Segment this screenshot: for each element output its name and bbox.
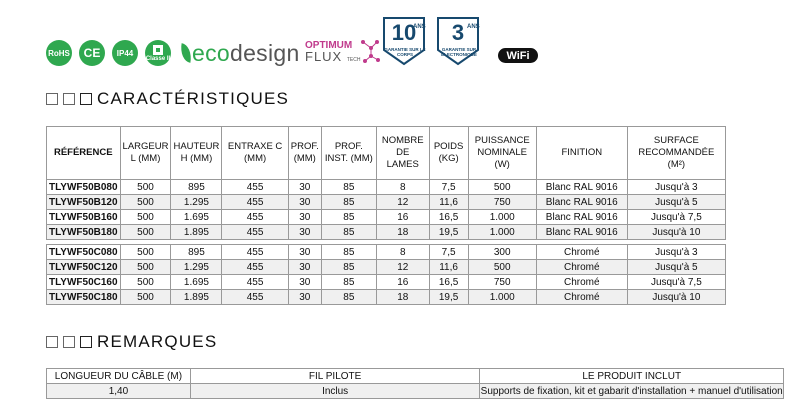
- table-cell: 455: [222, 180, 288, 195]
- table-row: [47, 195, 726, 210]
- column-header: PROF. INST. (MM): [321, 127, 376, 180]
- table-cell: 300: [468, 245, 536, 260]
- reference-cell: TLYWF50B080: [47, 180, 121, 195]
- class-ii-label: Classe II: [145, 55, 171, 62]
- table-cell: 19,5: [429, 290, 468, 305]
- table-cell: 8: [376, 245, 429, 260]
- table-cell: 30: [288, 225, 321, 240]
- table-cell: 500: [120, 195, 171, 210]
- table-cell: 85: [321, 210, 376, 225]
- reference-cell: TLYWF50B120: [47, 195, 121, 210]
- warranty-electronics-unit: ANS: [467, 24, 480, 30]
- table-cell: 750: [468, 195, 536, 210]
- table-cell: Blanc RAL 9016: [536, 195, 627, 210]
- table-cell: 16,5: [429, 275, 468, 290]
- warranty-electronics-caption: GARANTIE SUR ÉLECTRONIQUE: [441, 47, 477, 57]
- table-cell: 895: [171, 245, 222, 260]
- table-cell: 455: [222, 290, 288, 305]
- warranty-electronics-years: 3: [451, 20, 465, 45]
- table-cell: 500: [120, 290, 171, 305]
- column-header: POIDS (KG): [429, 127, 468, 180]
- ce-badge-icon: [79, 40, 105, 66]
- table-cell: Jusqu'à 10: [627, 225, 725, 240]
- table-cell: Chromé: [536, 260, 627, 275]
- ecodesign-logo: [192, 40, 300, 66]
- table-cell: 85: [321, 225, 376, 240]
- table-cell: 85: [321, 195, 376, 210]
- table-cell: Jusqu'à 3: [627, 245, 725, 260]
- table-row: [47, 290, 726, 305]
- table-cell: Jusqu'à 5: [627, 260, 725, 275]
- ce-label: CE: [83, 46, 101, 60]
- reference-cell: TLYWF50B180: [47, 225, 121, 240]
- specifications-table: [46, 126, 726, 305]
- table-cell: 85: [321, 180, 376, 195]
- table-cell: Blanc RAL 9016: [536, 225, 627, 240]
- table-cell: 8: [376, 180, 429, 195]
- reference-cell: TLYWF50C160: [47, 275, 121, 290]
- table-cell: 12: [376, 260, 429, 275]
- column-header: LARGEUR L (MM): [120, 127, 171, 180]
- column-header: FIL PILOTE: [190, 369, 480, 384]
- table-row: [47, 384, 784, 399]
- warranty-body-unit: ANS: [413, 24, 426, 30]
- table-cell: 455: [222, 245, 288, 260]
- pilot-wire-value: Inclus: [190, 384, 480, 399]
- square-icon: [46, 336, 58, 348]
- table-cell: 1.295: [171, 195, 222, 210]
- table-cell: 500: [120, 225, 171, 240]
- included-items-value: Supports de fixation, kit et gabarit d'installation + manuel d'utilisation: [480, 385, 783, 397]
- table-cell: 30: [288, 275, 321, 290]
- characteristics-heading: [46, 89, 289, 109]
- table-cell: Jusqu'à 7,5: [627, 210, 725, 225]
- table-header-row: [47, 369, 784, 384]
- column-header: ENTRAXE C (MM): [222, 127, 288, 180]
- eco-suffix: design: [229, 40, 300, 66]
- eco-prefix: eco: [192, 40, 230, 66]
- table-cell: Chromé: [536, 275, 627, 290]
- table-cell: 30: [288, 290, 321, 305]
- square-icon: [63, 93, 75, 105]
- table-cell: 500: [468, 260, 536, 275]
- table-cell: 85: [321, 260, 376, 275]
- table-cell: 30: [288, 210, 321, 225]
- table-cell: 30: [288, 260, 321, 275]
- table-cell: 85: [321, 290, 376, 305]
- optimum-flux-logo: [305, 40, 360, 66]
- flux-label: FLUX: [305, 49, 343, 64]
- table-cell: 455: [222, 195, 288, 210]
- remarks-table: [46, 368, 784, 399]
- table-cell: 1.695: [171, 275, 222, 290]
- table-cell: 500: [120, 260, 171, 275]
- square-icon: [63, 336, 75, 348]
- column-header: LONGUEUR DU CÂBLE (M): [47, 369, 191, 384]
- table-cell: Jusqu'à 3: [627, 180, 725, 195]
- table-cell: 18: [376, 225, 429, 240]
- table-cell: 500: [120, 245, 171, 260]
- table-cell: 11,6: [429, 195, 468, 210]
- table-cell: 18: [376, 290, 429, 305]
- table-cell: 30: [288, 245, 321, 260]
- table-header-row: [47, 127, 726, 180]
- table-cell: 1.000: [468, 225, 536, 240]
- table-cell: 455: [222, 225, 288, 240]
- table-cell: 750: [468, 275, 536, 290]
- table-row: [47, 210, 726, 225]
- square-icon: [46, 93, 58, 105]
- table-cell: Jusqu'à 10: [627, 290, 725, 305]
- column-header: SURFACE RECOMMANDÉE (M²): [627, 127, 725, 180]
- table-row: [47, 275, 726, 290]
- table-cell: 895: [171, 180, 222, 195]
- table-cell: 1.000: [468, 210, 536, 225]
- wifi-badge-icon: [498, 48, 538, 63]
- table-cell: 19,5: [429, 225, 468, 240]
- table-cell: 1.295: [171, 260, 222, 275]
- wifi-label: WiFi: [506, 49, 530, 62]
- table-cell: 1.695: [171, 210, 222, 225]
- table-cell: 500: [120, 210, 171, 225]
- column-header: NOMBRE DE LAMES: [376, 127, 429, 180]
- optimum-label: OPTIMUM: [305, 40, 353, 51]
- column-header: RÉFÉRENCE: [47, 127, 121, 180]
- table-cell: Chromé: [536, 245, 627, 260]
- table-cell: 16: [376, 275, 429, 290]
- table-cell: 500: [120, 180, 171, 195]
- rohs-label: RoHS: [48, 48, 70, 58]
- table-cell: Blanc RAL 9016: [536, 180, 627, 195]
- ip44-badge-icon: [112, 40, 138, 66]
- remarks-title: REMARQUES: [97, 332, 218, 351]
- rohs-badge-icon: [46, 40, 72, 66]
- table-cell: 455: [222, 260, 288, 275]
- table-row: [47, 225, 726, 240]
- table-cell: 7,5: [429, 180, 468, 195]
- table-cell: 16: [376, 210, 429, 225]
- cable-length-value: 1,40: [47, 384, 191, 399]
- table-cell: 1.000: [468, 290, 536, 305]
- table-cell: 11,6: [429, 260, 468, 275]
- table-cell: Jusqu'à 7,5: [627, 275, 725, 290]
- warranty-electronics-badge: [436, 16, 484, 70]
- molecule-icon: [359, 36, 381, 64]
- ip44-label: IP44: [116, 48, 134, 58]
- table-cell: Jusqu'à 5: [627, 195, 725, 210]
- square-icon: [80, 336, 92, 348]
- remarks-heading: [46, 332, 217, 352]
- column-header: HAUTEUR H (MM): [171, 127, 222, 180]
- table-cell: 16,5: [429, 210, 468, 225]
- column-header: FINITION: [536, 127, 627, 180]
- reference-cell: TLYWF50C180: [47, 290, 121, 305]
- table-row: [47, 180, 726, 195]
- column-header: LE PRODUIT INCLUT: [480, 369, 784, 384]
- warranty-body-years: 10: [391, 20, 417, 45]
- table-cell: 12: [376, 195, 429, 210]
- warranty-body-badge: [382, 16, 430, 70]
- table-cell: 500: [468, 180, 536, 195]
- reference-cell: TLYWF50C120: [47, 260, 121, 275]
- table-row: [47, 260, 726, 275]
- table-cell: 455: [222, 210, 288, 225]
- certification-badges: [46, 14, 766, 74]
- table-cell: 85: [321, 245, 376, 260]
- table-cell: 30: [288, 195, 321, 210]
- table-row: [47, 245, 726, 260]
- reference-cell: TLYWF50B160: [47, 210, 121, 225]
- table-cell: 500: [120, 275, 171, 290]
- column-header: PUISSANCE NOMINALE (W): [468, 127, 536, 180]
- table-cell: 85: [321, 275, 376, 290]
- table-cell: 7,5: [429, 245, 468, 260]
- square-icon: [80, 93, 92, 105]
- warranty-body-caption: GARANTIE SUR LE CORPS: [384, 47, 426, 57]
- table-cell: 1.895: [171, 225, 222, 240]
- column-header: PROF. (MM): [288, 127, 321, 180]
- class-ii-badge-icon: [145, 40, 171, 66]
- table-cell: Chromé: [536, 290, 627, 305]
- table-cell: 30: [288, 180, 321, 195]
- characteristics-title: CARACTÉRISTIQUES: [97, 89, 290, 108]
- table-cell: 1.895: [171, 290, 222, 305]
- tech-label: TECH: [346, 57, 361, 63]
- table-cell: Blanc RAL 9016: [536, 210, 627, 225]
- table-cell: 455: [222, 275, 288, 290]
- reference-cell: TLYWF50C080: [47, 245, 121, 260]
